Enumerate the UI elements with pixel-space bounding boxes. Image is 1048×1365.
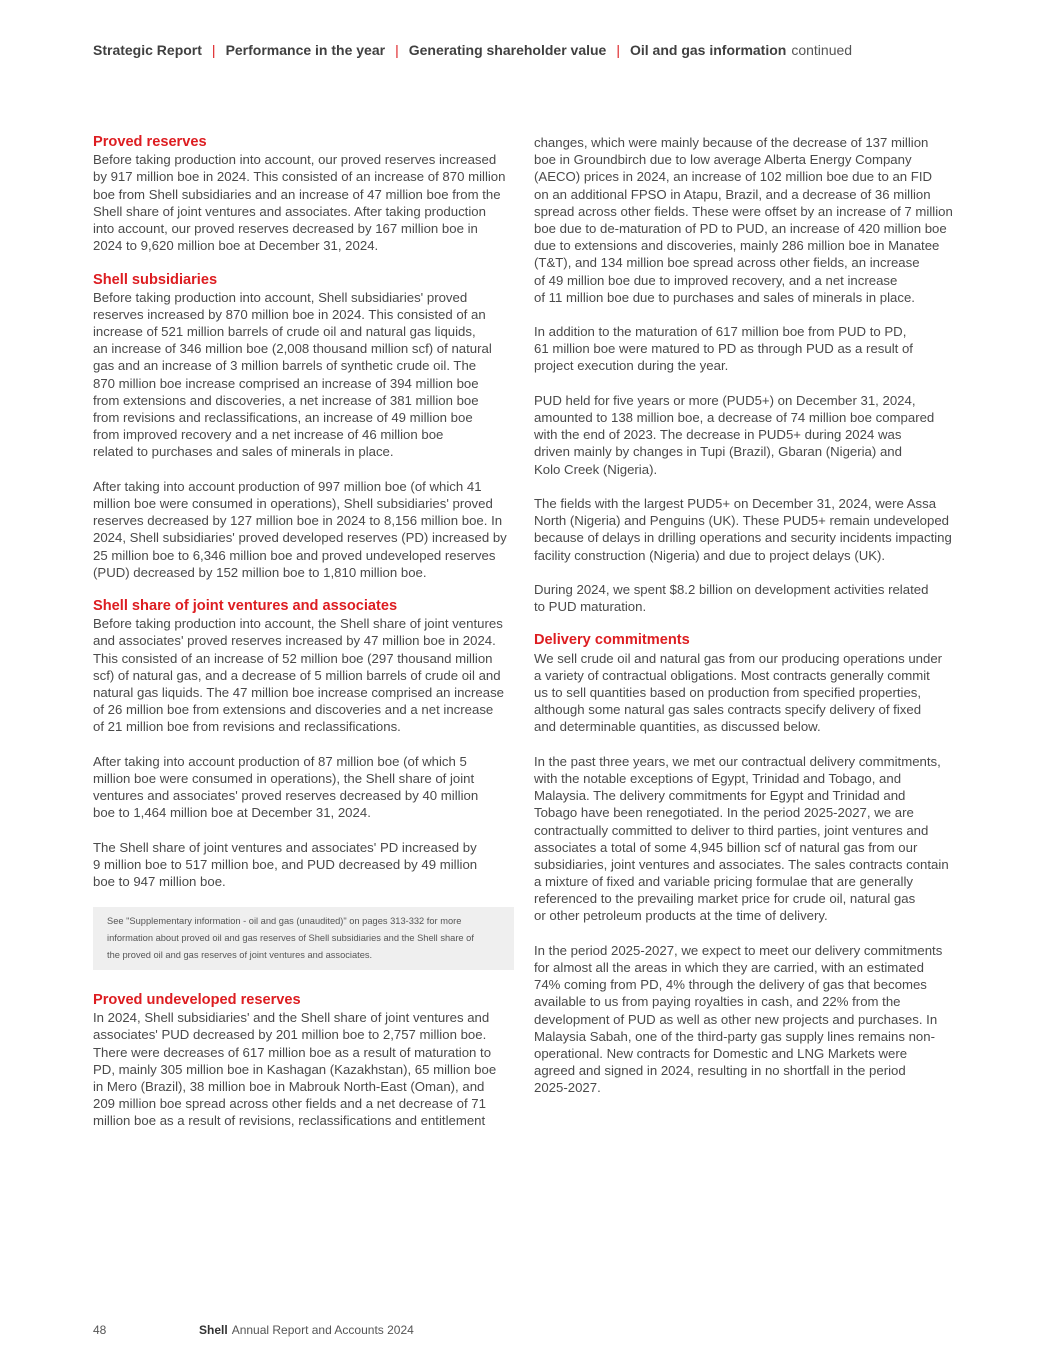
text-line: 25 million boe to 6,346 million boe and proved undeveloped reserves xyxy=(93,547,496,563)
text-line: a variety of contractual obligations. Most contracts generally commit xyxy=(534,667,930,683)
breadcrumb-oil-and-gas-information[interactable]: Oil and gas information xyxy=(629,42,787,58)
text-line: Kolo Creek (Nigeria). xyxy=(534,461,658,477)
section-heading: Shell share of joint ventures and associates xyxy=(93,598,398,615)
breadcrumb-separator: | xyxy=(395,42,399,58)
text-line: agreed and signed in 2024, resulting in no shortfall in the period xyxy=(534,1063,906,1079)
text-line: on an additional FPSO in Atapu, Brazil, and a decrease of 36 million xyxy=(534,186,931,202)
brand-name: Shell xyxy=(199,1323,228,1337)
text-line: Malaysia. The delivery commitments for Egypt and Trinidad and xyxy=(534,788,906,804)
text-line: This consisted of an increase of 52 million boe (297 thousand million xyxy=(93,650,493,666)
text-line: increase of 521 million barrels of crude oil and natural gas liquids, xyxy=(93,324,476,340)
text-line: associates' PUD decreased by 201 million boe to 2,757 million boe. xyxy=(93,1027,487,1043)
text-line: After taking into account production of 87 million boe (of which 5 xyxy=(93,753,467,769)
text-line: 2024, Shell subsidiaries' proved developed reserves (PD) increased by xyxy=(93,530,507,546)
paragraph xyxy=(93,151,514,254)
section-delivery-commitments xyxy=(534,632,956,1096)
section-heading: Proved reserves xyxy=(93,134,207,150)
left-column xyxy=(93,134,514,1147)
text-line: After taking into account production of 997 million boe (of which 41 xyxy=(93,478,482,494)
text-line: PD, mainly 305 million boe in Kashagan (Kazakhstan), 65 million boe xyxy=(93,1061,497,1077)
paragraph xyxy=(534,323,956,375)
text-line: In addition to the maturation of 617 million boe from PUD to PD, xyxy=(534,324,907,340)
footer-publication-title xyxy=(199,1322,414,1338)
text-line: operational. New contracts for Domestic and LNG Markets were xyxy=(534,1045,908,1061)
text-line: scf) of natural gas, and a decrease of 5 million barrels of crude oil and xyxy=(93,667,501,683)
paragraph xyxy=(534,134,956,306)
text-line: changes, which were mainly because of the decrease of 137 million xyxy=(534,135,929,150)
text-line: natural gas liquids. The 47 million boe increase comprised an increase xyxy=(93,685,504,700)
section-proved-reserves xyxy=(93,134,514,254)
text-line: Before taking production into account, the Shell share of joint ventures xyxy=(93,616,503,632)
section-heading: Proved undeveloped reserves xyxy=(93,992,301,1009)
text-line: million boe as a result of revisions, reclassifications and entitlement xyxy=(93,1113,486,1129)
paragraph xyxy=(534,753,956,925)
text-line: the proved oil and gas reserves of joint ventures and associates. xyxy=(107,950,373,961)
text-line: us to sell quantities based on production from specified properties, xyxy=(534,685,922,700)
text-line: Shell share of joint ventures and associates. After taking production xyxy=(93,203,486,219)
text-line: from revisions and reclassifications, an increase of 49 million boe xyxy=(93,410,473,425)
text-line: (PUD) decreased by 152 million boe to 1,810 million boe. xyxy=(93,564,427,580)
text-line: amounted to 138 million boe, a decrease of 74 million boe compared xyxy=(534,410,935,425)
text-line: of 49 million boe due to improved recovery, and a net increase xyxy=(534,272,898,288)
section-proved-undeveloped-reserves xyxy=(93,992,514,1130)
text-line: 74% coming from PD, 4% through the delivery of gas that becomes xyxy=(534,977,927,993)
page-number: 48 xyxy=(93,1323,107,1337)
paragraph xyxy=(534,650,956,736)
text-line: from extensions and discoveries, a net increase of 381 million boe xyxy=(93,392,479,408)
text-line: North (Nigeria) and Penguins (UK). These PUD5+ remain undeveloped xyxy=(534,513,950,529)
page-footer xyxy=(93,1322,493,1338)
breadcrumb-performance-in-the-year[interactable]: Performance in the year xyxy=(225,42,386,58)
paragraph xyxy=(93,839,514,891)
text-line: million boe were consumed in operations), the Shell share of joint xyxy=(93,770,475,786)
paragraph xyxy=(534,392,956,478)
text-line: facility construction (Nigeria) and due to project delays (UK). xyxy=(534,547,886,563)
text-line: In 2024, Shell subsidiaries' and the Shell share of joint ventures and xyxy=(93,1010,490,1026)
text-line: Before taking production into account, our proved reserves increased xyxy=(93,152,497,168)
text-line: million boe were consumed in operations), Shell subsidiaries' proved xyxy=(93,495,493,511)
paragraph xyxy=(534,495,956,564)
section-proved-undeveloped-reserves-continued xyxy=(534,134,956,615)
text-line: boe in Groundbirch due to low average Alberta Energy Company xyxy=(534,152,912,168)
text-line: due to extensions and discoveries, mainly 286 million boe in Manatee xyxy=(534,238,940,254)
text-line: In the past three years, we met our contractual delivery commitments, xyxy=(534,753,941,769)
text-line: boe to 1,464 million boe at December 31, 2024. xyxy=(93,805,371,821)
text-line: ventures and associates' proved reserves decreased by 40 million xyxy=(93,788,479,804)
breadcrumb-strategic-report[interactable]: Strategic Report xyxy=(93,42,202,58)
text-line: with the notable exceptions of Egypt, Trinidad and Tobago, and xyxy=(534,770,902,786)
text-line: See "Supplementary information - oil and gas (unaudited)" on pages 313-332 for more xyxy=(107,916,462,927)
paragraph xyxy=(534,942,956,1097)
paragraph xyxy=(93,1009,514,1129)
breadcrumb-separator: | xyxy=(211,42,216,58)
text-line: The fields with the largest PUD5+ on December 31, 2024, were Assa xyxy=(534,495,937,511)
text-line: referenced to the prevailing market price for crude oil, natural gas xyxy=(534,891,916,907)
text-line: or other petroleum products at the time of delivery. xyxy=(534,908,828,924)
text-line: 2025-2027. xyxy=(534,1080,601,1096)
text-line: available to us from paying royalties in cash, and 22% from the xyxy=(534,994,901,1010)
section-heading: Shell subsidiaries xyxy=(93,271,218,288)
paragraph xyxy=(93,615,514,735)
text-line: project execution during the year. xyxy=(534,358,729,374)
publication-name: Annual Report and Accounts 2024 xyxy=(231,1323,414,1337)
text-line: 2024 to 9,620 million boe at December 31, 2024. xyxy=(93,238,379,254)
text-line: PUD held for five years or more (PUD5+) on December 31, 2024, xyxy=(534,392,916,408)
text-line: subsidiaries, joint ventures and associates. The sales contracts contain xyxy=(534,856,949,872)
text-line: to PUD maturation. xyxy=(534,599,647,615)
text-line: a mixture of fixed and variable pricing formulae that are generally xyxy=(534,874,913,890)
text-line: because of delays in drilling operations and security incidents impacting xyxy=(534,530,952,546)
text-line: boe from Shell subsidiaries and an increase of 47 million boe from the xyxy=(93,186,501,202)
text-line: During 2024, we spent $8.2 billion on development activities related xyxy=(534,581,929,597)
text-line: of 26 million boe from extensions and discoveries and a net increase xyxy=(93,702,494,718)
text-line: 61 million boe were matured to PD as through PUD as a result of xyxy=(534,341,913,357)
paragraph xyxy=(534,581,956,615)
text-line: and associates' proved reserves increased by 47 million boe in 2024. xyxy=(93,633,496,649)
text-line: We sell crude oil and natural gas from our producing operations under xyxy=(534,650,943,666)
text-line: of 11 million boe due to purchases and sales of minerals in place. xyxy=(534,289,915,305)
supplementary-information-note xyxy=(93,907,514,970)
section-shell-subsidiaries xyxy=(93,272,514,581)
text-line: (T&T), and 134 million boe spread across other fields, an increase xyxy=(534,255,920,271)
text-line: The Shell share of joint ventures and associates' PD increased by xyxy=(93,839,477,855)
text-line: (AECO) prices in 2024, an increase of 102 million boe due to an FID xyxy=(534,169,933,185)
text-line: contractually committed to deliver to third parties, joint ventures and xyxy=(534,822,929,838)
section-joint-ventures-and-associates xyxy=(93,598,514,890)
text-line: of 21 million boe from revisions and reclassifications. xyxy=(93,719,401,735)
text-line: 209 million boe spread across other fields and a net decrease of 71 xyxy=(93,1096,486,1112)
text-line: driven mainly by changes in Tupi (Brazil), Gbaran (Nigeria) and xyxy=(534,444,902,460)
text-line: an increase of 346 million boe (2,008 thousand million scf) of natural xyxy=(93,341,492,357)
section-heading: Delivery commitments xyxy=(534,632,690,649)
text-line: from improved recovery and a net increase of 46 million boe xyxy=(93,427,444,443)
text-line: 9 million boe to 517 million boe, and PUD decreased by 49 million xyxy=(93,856,478,872)
paragraph xyxy=(93,289,514,461)
right-column xyxy=(534,134,956,1114)
paragraph xyxy=(93,478,514,581)
text-line: Tobago have been renegotiated. In the period 2025-2027, we are xyxy=(534,805,914,821)
text-line: related to purchases and sales of minerals in place. xyxy=(93,444,394,460)
text-line: boe due to de-maturation of PD to PUD, an increase of 420 million boe xyxy=(534,220,947,236)
text-line: and determinable quantities, as discussed below. xyxy=(534,719,821,735)
breadcrumb-generating-shareholder-value[interactable]: Generating shareholder value xyxy=(408,42,607,58)
text-line: into account, our proved reserves decreased by 167 million boe in xyxy=(93,220,478,236)
text-line: spread across other fields. These were offset by an increase of 7 million xyxy=(534,203,953,219)
text-line: reserves increased by 870 million boe in 2024. This consisted of an xyxy=(93,306,486,322)
text-line: Before taking production into account, Shell subsidiaries' proved xyxy=(93,289,468,305)
text-line: development of PUD as well as other new projects and purchases. In xyxy=(534,1011,938,1027)
text-line: in Mero (Brazil), 38 million boe in Mabrouk North-East (Oman), and xyxy=(93,1078,485,1094)
text-line: There were decreases of 617 million boe as a result of maturation to xyxy=(93,1044,492,1060)
text-line: In the period 2025-2027, we expect to meet our delivery commitments xyxy=(534,942,943,958)
breadcrumb-continued-label: continued xyxy=(791,42,853,58)
paragraph xyxy=(93,753,514,822)
text-line: Malaysia Sabah, one of the third-party gas supply lines remains non- xyxy=(534,1028,935,1044)
running-header-breadcrumb xyxy=(93,40,852,60)
text-line: 870 million boe increase comprised an increase of 394 million boe xyxy=(93,375,479,391)
text-line: although some natural gas sales contracts specify delivery of fixed xyxy=(534,702,922,718)
text-line: reserves decreased by 127 million boe in 2024 to 8,156 million boe. In xyxy=(93,513,503,529)
text-line: information about proved oil and gas reserves of Shell subsidiaries and the Shell share of xyxy=(107,933,474,944)
text-line: with the end of 2023. The decrease in PUD5+ during 2024 was xyxy=(534,427,902,443)
text-line: by 917 million boe in 2024. This consisted of an increase of 870 million xyxy=(93,169,506,185)
breadcrumb-separator: | xyxy=(616,42,620,58)
text-line: boe to 947 million boe. xyxy=(93,874,226,890)
text-line: for almost all the areas in which they are carried, with an estimated xyxy=(534,960,924,975)
text-line: gas and an increase of 3 million barrels of synthetic crude oil. The xyxy=(93,358,477,374)
text-line: associates a total of some 4,945 billion scf of natural gas from our xyxy=(534,839,918,855)
